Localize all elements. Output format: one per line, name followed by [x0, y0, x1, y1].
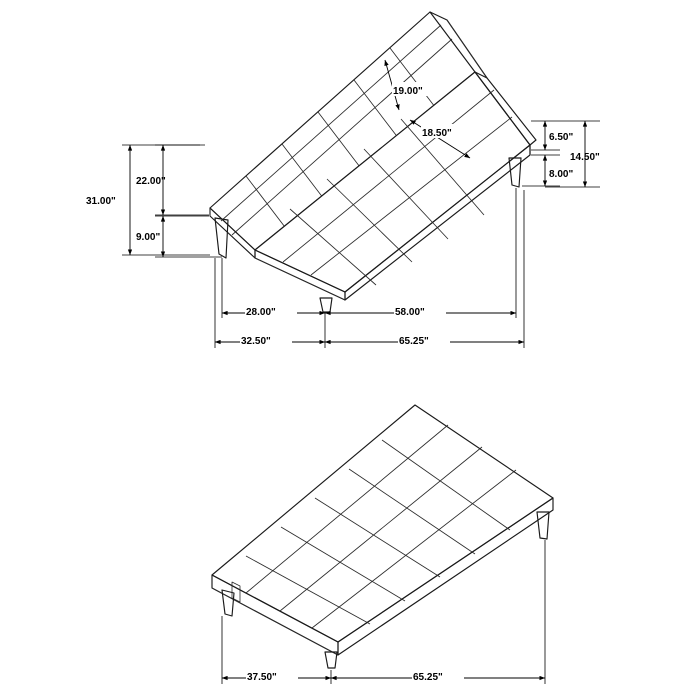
dim-width-inner: 58.00": [395, 307, 425, 318]
dim-width-overall: 65.25": [399, 336, 429, 347]
flat-bed-illustration: [212, 405, 553, 668]
dim-leg-to-seat: 8.00": [549, 169, 574, 180]
dim-bed-width: 65.25": [413, 672, 443, 683]
dim-height-overall: 31.00": [86, 196, 116, 207]
dim-bed-depth: 37.50": [247, 672, 277, 683]
dim-seat-height: 9.00": [136, 232, 161, 243]
dim-depth-front: 28.00": [246, 307, 276, 318]
dim-back-height: 22.00": [136, 176, 166, 187]
upright-sofa-illustration: [210, 0, 536, 312]
dim-depth-overall: 32.50": [241, 336, 271, 347]
dim-arm-rise: 6.50": [549, 132, 574, 143]
dim-side-overall: 14.50": [570, 152, 600, 163]
dim-back-angle-depth: 19.00": [393, 86, 423, 97]
dim-seat-depth: 18.50": [422, 128, 452, 139]
